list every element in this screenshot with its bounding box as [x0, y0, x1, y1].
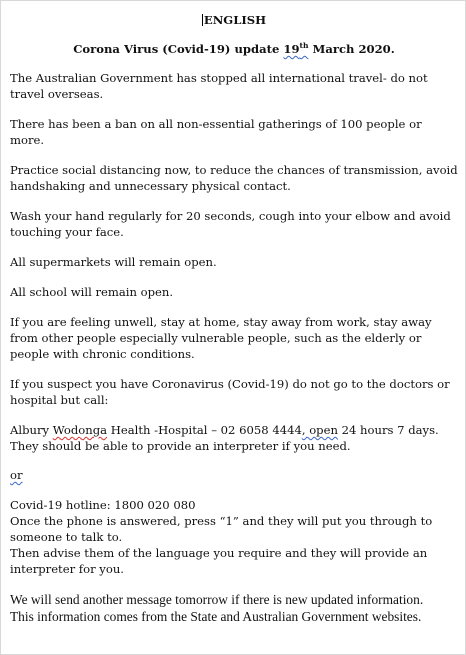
hospital-hours: 24 hours 7 days. — [337, 423, 439, 437]
paragraph-hand-washing: Wash your hand regularly for 20 seconds, cough into your elbow and avoid touching your face. — [10, 209, 451, 239]
closing-section — [10, 591, 458, 625]
document-title — [10, 41, 458, 57]
paragraph-suspect-coronavirus: If you suspect you have Coronavirus (Covid-19) do not go to the doctors or hospital but call: — [10, 377, 450, 407]
closing-next-message: We will send another message tomorrow if there is new updated information. — [10, 592, 424, 607]
closing-source-note: This information comes from the State and Australian Government websites. — [10, 609, 422, 624]
hospital-interpreter-note: They should be able to provide an interpreter if you need. — [10, 439, 351, 453]
paragraph-supermarkets: All supermarkets will remain open. — [10, 255, 217, 269]
title-prefix: Corona Virus (Covid-19) update — [73, 42, 280, 56]
language-heading — [10, 12, 458, 28]
hotline-language-advice: Then advise them of the language you require and they will provide an interpreter for you. — [10, 546, 428, 576]
hospital-name-wodonga: Wodonga — [52, 423, 108, 437]
title-day-suffix: th — [299, 41, 309, 50]
paragraph-gatherings: There has been a ban on all non-essential gatherings of 100 people or more. — [10, 117, 422, 147]
text-cursor — [202, 14, 203, 26]
hospital-contact — [10, 422, 458, 438]
paragraph-feeling-unwell: If you are feeling unwell, stay at home, stay away from work, stay away from other people especially vulnerable people, such as the elderly or people with chronic conditions. — [10, 315, 432, 361]
document-body — [10, 12, 458, 625]
hospital-name-phone: Health -Hospital – 02 6058 4444 — [107, 423, 302, 437]
title-month-year: March 2020. — [312, 42, 395, 56]
title-day: 19 — [283, 42, 300, 56]
or-text: or — [10, 468, 23, 482]
paragraph-social-distancing: Practice social distancing now, to reduce the chances of transmission, avoid handshaking and unnecessary physical contact. — [10, 163, 458, 193]
hospital-name-part1: Albury — [10, 423, 53, 437]
or-separator — [10, 467, 458, 483]
paragraph-travel: The Australian Government has stopped all international travel- do not travel overseas. — [10, 71, 428, 101]
language-heading-text: ENGLISH — [203, 13, 267, 27]
hotline-instructions: Once the phone is answered, press “1” and they will put you through to someone to talk to. — [10, 514, 433, 544]
hotline-number: Covid-19 hotline: 1800 020 080 — [10, 498, 196, 512]
hospital-open-text: , open — [301, 423, 338, 437]
title-date-day — [283, 42, 308, 56]
paragraph-schools: All school will remain open. — [10, 285, 174, 299]
